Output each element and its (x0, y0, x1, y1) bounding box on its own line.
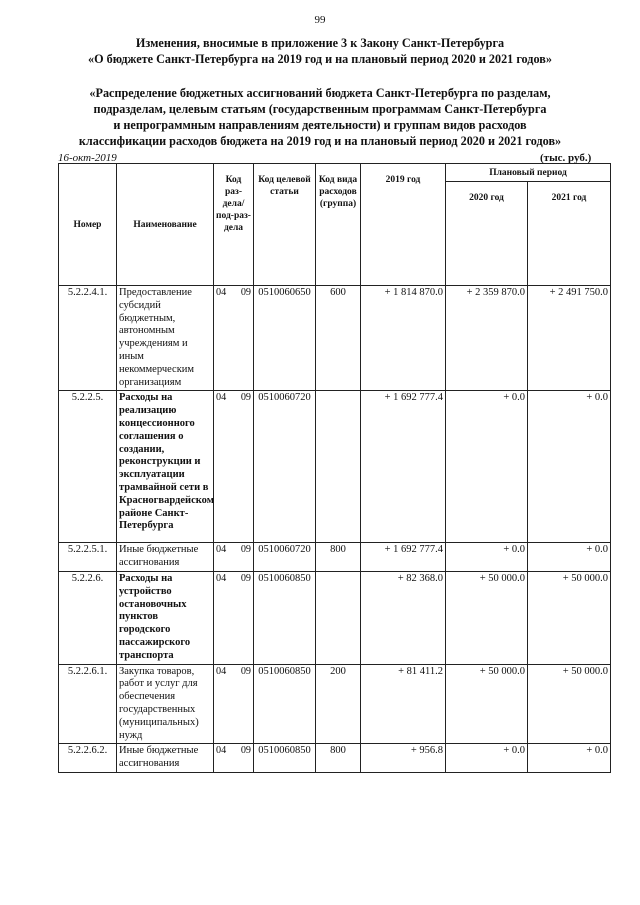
row-amount-2020: + 0.0 (446, 744, 528, 773)
row-section-code (214, 664, 254, 744)
subsection-code: 09 (240, 287, 251, 298)
title-line: Изменения, вносимые в приложение 3 к Закону Санкт-Петербурга (135, 36, 505, 50)
row-target-code: 0510060720 (254, 391, 316, 543)
row-target-code: 0510060850 (254, 744, 316, 773)
row-amount-2019: + 1 814 870.0 (361, 286, 446, 391)
page-number: 99 (314, 14, 326, 26)
subsection-code: 09 (240, 745, 251, 757)
subsection-code: 09 (240, 392, 251, 404)
row-amount-2019: + 82 368.0 (361, 571, 446, 664)
row-amount-2021: + 0.0 (528, 744, 611, 773)
row-section-code (214, 571, 254, 664)
table-row (59, 286, 611, 391)
section-code: 04 (216, 745, 227, 757)
row-name: Предоставление субсидий бюджетным, автономным учреждениям и иным некоммерческим организациям (117, 286, 214, 391)
row-expense-code (316, 391, 361, 543)
row-target-code: 0510060650 (254, 286, 316, 391)
row-amount-2020: + 2 359 870.0 (446, 286, 528, 391)
row-amount-2020: + 50 000.0 (446, 664, 528, 744)
row-number: 5.2.2.4.1. (59, 286, 117, 391)
row-number: 5.2.2.6.1. (59, 664, 117, 744)
section-code: 04 (216, 392, 227, 404)
budget-table (58, 163, 611, 773)
row-amount-2019: + 81 411.2 (361, 664, 446, 744)
row-amount-2021: + 0.0 (528, 543, 611, 572)
row-number: 5.2.2.5. (59, 391, 117, 543)
header-planned-period: Плановый период (446, 164, 611, 182)
row-expense-code (316, 571, 361, 664)
subtitle-line: и непрограммным направлениям деятельности) и группам видов расходов (113, 118, 527, 132)
header-expense-code: Код вида расходов (группа) (316, 164, 361, 286)
table-row (59, 571, 611, 664)
row-amount-2019: + 1 692 777.4 (361, 391, 446, 543)
row-amount-2019: + 1 692 777.4 (361, 543, 446, 572)
row-target-code: 0510060850 (254, 664, 316, 744)
row-section-code (214, 391, 254, 543)
document-date: 16-окт-2019 (58, 152, 117, 164)
header-section-code: Код раз-дела/ под-раз-дела (214, 164, 254, 286)
subsection-code: 09 (240, 544, 251, 556)
section-code: 04 (216, 572, 227, 584)
row-section-code (214, 744, 254, 773)
section-code: 04 (216, 665, 227, 677)
row-amount-2021: + 50 000.0 (528, 571, 611, 664)
row-target-code: 0510060850 (254, 571, 316, 664)
subtitle-line: подразделам, целевым статьям (государственным программам Санкт-Петербурга (93, 102, 547, 116)
section-code: 04 (216, 544, 227, 556)
header-2020: 2020 год (446, 182, 528, 286)
row-name: Иные бюджетные ассигнования (117, 744, 214, 773)
subtitle-line: классификации расходов бюджета на 2019 год и на плановый период 2020 и 2021 годов» (78, 134, 562, 148)
row-number: 5.2.2.5.1. (59, 543, 117, 572)
row-name: Расходы на устройство остановочных пунктов городского пассажирского транспорта (117, 571, 214, 664)
row-amount-2020: + 0.0 (446, 391, 528, 543)
row-name: Закупка товаров, работ и услуг для обеспечения государственных (муниципальных) нужд (117, 664, 214, 744)
header-2021: 2021 год (528, 182, 611, 286)
row-target-code: 0510060720 (254, 543, 316, 572)
row-amount-2021: + 50 000.0 (528, 664, 611, 744)
row-amount-2021: + 0.0 (528, 391, 611, 543)
table-row (59, 391, 611, 543)
table-row (59, 664, 611, 744)
row-expense-code: 800 (316, 543, 361, 572)
table-row (59, 744, 611, 773)
header-2019: 2019 год (361, 164, 446, 286)
row-amount-2019: + 956.8 (361, 744, 446, 773)
row-expense-code: 600 (316, 286, 361, 391)
units-label: (тыс. руб.) (540, 152, 592, 164)
row-amount-2020: + 50 000.0 (446, 571, 528, 664)
subsection-code: 09 (240, 572, 251, 584)
row-number: 5.2.2.6.2. (59, 744, 117, 773)
table-row (59, 543, 611, 572)
header-number: Номер (59, 164, 117, 286)
row-section-code (214, 543, 254, 572)
document-title (60, 35, 580, 67)
title-line: «О бюджете Санкт-Петербурга на 2019 год и на плановый период 2020 и 2021 годов» (88, 52, 552, 66)
section-code: 04 (216, 287, 227, 298)
row-name: Иные бюджетные ассигнования (117, 543, 214, 572)
subtitle-line: «Распределение бюджетных ассигнований бюджета Санкт-Петербурга по разделам, (89, 86, 551, 100)
row-amount-2020: + 0.0 (446, 543, 528, 572)
header-name: Наименование (117, 164, 214, 286)
subsection-code: 09 (240, 665, 251, 677)
row-number: 5.2.2.6. (59, 571, 117, 664)
row-amount-2021: + 2 491 750.0 (528, 286, 611, 391)
row-name: Расходы на реализацию концессионного соглашения о создании, реконструкции и эксплуатации трамвайной сети в Красногвардейском районе Санкт-Петербурга (117, 391, 214, 543)
header-target-code: Код целевой статьи (254, 164, 316, 286)
row-expense-code: 800 (316, 744, 361, 773)
row-expense-code: 200 (316, 664, 361, 744)
appendix-subtitle (60, 85, 580, 149)
row-section-code (214, 286, 254, 391)
